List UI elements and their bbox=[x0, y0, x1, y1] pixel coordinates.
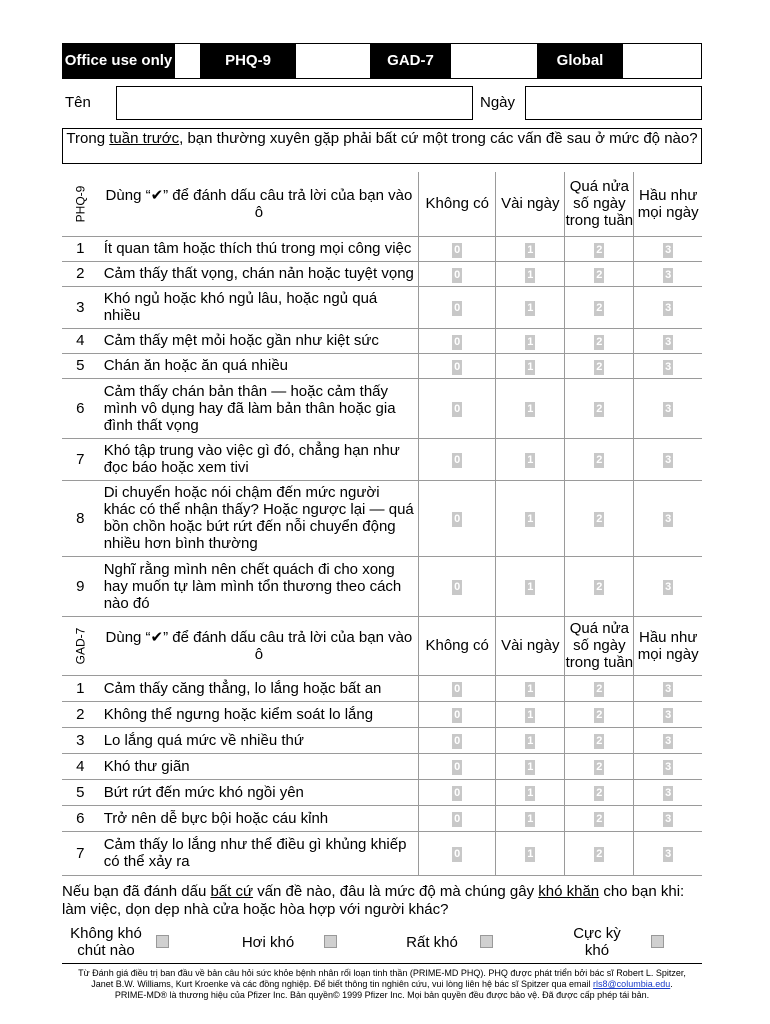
score-0-chip[interactable]: 0 bbox=[454, 268, 461, 281]
score-0-chip[interactable]: 0 bbox=[454, 761, 461, 773]
gad7-item-text: Lo lắng quá mức về nhiều thứ bbox=[99, 727, 419, 753]
phq9-item-9-option-1-cell[interactable] bbox=[496, 556, 565, 616]
score-3-chip[interactable]: 3 bbox=[665, 243, 672, 256]
score-0-chip[interactable]: 0 bbox=[454, 403, 461, 415]
gad7-item-5-option-1-cell[interactable] bbox=[496, 779, 565, 805]
score-2-chip[interactable]: 2 bbox=[596, 513, 603, 525]
phq9-item-text: Cảm thấy thất vọng, chán nản hoặc tuyệt vọng bbox=[99, 261, 419, 286]
gad7-item-5-option-0-cell[interactable] bbox=[419, 779, 496, 805]
score-1-chip[interactable]: 1 bbox=[527, 513, 534, 525]
score-0-chip[interactable]: 0 bbox=[454, 513, 461, 525]
gad7-item-number: 6 bbox=[62, 805, 99, 831]
score-1-chip[interactable]: 1 bbox=[527, 335, 534, 348]
phq9-item-text: Nghĩ rằng mình nên chết quách đi cho xong hay muốn tự làm mình tổn thương theo cách nào đó bbox=[99, 556, 419, 616]
phq9-item-6-option-0-cell[interactable] bbox=[419, 378, 496, 438]
score-3-chip[interactable]: 3 bbox=[665, 709, 672, 721]
gad7-item-row bbox=[62, 753, 702, 779]
phq9-score-label: PHQ-9 bbox=[200, 44, 295, 78]
impairment-text-u1: bất cứ bbox=[210, 883, 254, 900]
score-3-chip[interactable]: 3 bbox=[665, 513, 672, 525]
score-2-chip[interactable]: 2 bbox=[596, 709, 603, 721]
gad7-item-6-option-3-cell[interactable] bbox=[634, 805, 702, 831]
score-3-chip[interactable]: 3 bbox=[665, 268, 672, 281]
footer-citation bbox=[56, 968, 708, 1001]
gad7-item-row bbox=[62, 701, 702, 727]
score-1-chip[interactable]: 1 bbox=[527, 581, 534, 593]
date-label: Ngày bbox=[480, 94, 516, 111]
phq9-item-row bbox=[62, 353, 702, 378]
phq9-item-row bbox=[62, 438, 702, 480]
phq9-item-2-option-0-cell[interactable] bbox=[419, 261, 496, 286]
question-text-part1: Trong bbox=[66, 130, 110, 147]
phq9-table bbox=[62, 172, 702, 617]
phq9-item-text: Cảm thấy chán bản thân — hoặc cảm thấy mình vô dụng hay đã làm bản thân hoặc gia đình thất vọng bbox=[99, 378, 419, 438]
question-text-underlined: tuần trước bbox=[109, 130, 180, 147]
phq9-item-8-option-1-cell[interactable] bbox=[496, 480, 565, 556]
phq9-item-5-option-1-cell[interactable] bbox=[496, 353, 565, 378]
gad7-item-number: 1 bbox=[62, 675, 99, 701]
score-3-chip[interactable]: 3 bbox=[665, 403, 672, 415]
phq9-item-text: Ít quan tâm hoặc thích thú trong mọi công việc bbox=[99, 236, 419, 261]
score-2-chip[interactable]: 2 bbox=[596, 360, 603, 373]
footer-email-link[interactable]: rls8@columbia.edu bbox=[593, 979, 671, 989]
phq9-item-4-option-1-cell[interactable] bbox=[496, 328, 565, 353]
office-use-label: Office use only bbox=[63, 44, 174, 78]
col-header-nearly-every-day: Hầu như mọi ngày bbox=[634, 617, 702, 675]
phq9-item-2-option-1-cell[interactable] bbox=[496, 261, 565, 286]
gad7-item-3-option-1-cell[interactable] bbox=[496, 727, 565, 753]
phq9-item-5-option-2-cell[interactable] bbox=[565, 353, 634, 378]
impairment-text-1: Nếu bạn đã đánh dấu bbox=[62, 883, 211, 900]
gad7-item-4-option-1-cell[interactable] bbox=[496, 753, 565, 779]
phq9-item-6-option-1-cell[interactable] bbox=[496, 378, 565, 438]
phq9-item-text: Di chuyển hoặc nói chậm đến mức người khác có thể nhận thấy? Hoặc ngược lại — quá bồn chồn hoặc bứt rứt đến nỗi chuyển động nhiều hơn bình thường bbox=[99, 480, 419, 556]
score-1-chip[interactable]: 1 bbox=[527, 848, 534, 860]
gad7-item-text: Cảm thấy lo lắng như thể điều gì khủng khiếp có thể xảy ra bbox=[99, 831, 419, 875]
score-2-chip[interactable]: 2 bbox=[596, 268, 603, 281]
gad7-item-number: 3 bbox=[62, 727, 99, 753]
phq9-item-1-option-3-cell[interactable] bbox=[634, 236, 702, 261]
score-0-chip[interactable]: 0 bbox=[454, 302, 461, 314]
score-3-chip[interactable]: 3 bbox=[665, 454, 672, 466]
gad7-item-row bbox=[62, 805, 702, 831]
score-2-chip[interactable]: 2 bbox=[596, 813, 603, 825]
phq9-item-4-option-3-cell[interactable] bbox=[634, 328, 702, 353]
score-2-chip[interactable]: 2 bbox=[596, 787, 603, 799]
gad7-item-row bbox=[62, 727, 702, 753]
phq9-item-row bbox=[62, 236, 702, 261]
office-use-box[interactable] bbox=[174, 44, 200, 78]
gad7-item-1-option-2-cell[interactable] bbox=[565, 675, 634, 701]
footer-line-2-end: . bbox=[670, 979, 673, 989]
gad7-item-4-option-0-cell[interactable] bbox=[419, 753, 496, 779]
score-0-chip[interactable]: 0 bbox=[454, 709, 461, 721]
score-2-chip[interactable]: 2 bbox=[596, 848, 603, 860]
gad7-item-2-option-2-cell[interactable] bbox=[565, 701, 634, 727]
score-0-chip[interactable]: 0 bbox=[454, 735, 461, 747]
gad7-item-6-option-0-cell[interactable] bbox=[419, 805, 496, 831]
phq9-item-3-option-0-cell[interactable] bbox=[419, 286, 496, 328]
score-1-chip[interactable]: 1 bbox=[527, 302, 534, 314]
impairment-option-3-checkbox[interactable] bbox=[651, 935, 664, 948]
gad7-item-number: 7 bbox=[62, 831, 99, 875]
gad7-item-1-option-0-cell[interactable] bbox=[419, 675, 496, 701]
gad7-item-3-option-3-cell[interactable] bbox=[634, 727, 702, 753]
phq9-item-7-option-3-cell[interactable] bbox=[634, 438, 702, 480]
gad7-item-4-option-2-cell[interactable] bbox=[565, 753, 634, 779]
score-3-chip[interactable]: 3 bbox=[665, 360, 672, 373]
phq9-item-7-option-2-cell[interactable] bbox=[565, 438, 634, 480]
gad7-item-3-option-2-cell[interactable] bbox=[565, 727, 634, 753]
phq9-item-3-option-3-cell[interactable] bbox=[634, 286, 702, 328]
score-3-chip[interactable]: 3 bbox=[665, 683, 672, 695]
score-2-chip[interactable]: 2 bbox=[596, 302, 603, 314]
phq9-item-5-option-0-cell[interactable] bbox=[419, 353, 496, 378]
gad7-item-row bbox=[62, 779, 702, 805]
question-text-part2: , bạn thường xuyên gặp phải bất cứ một trong các vấn đề sau ở mức độ nào? bbox=[179, 130, 698, 147]
score-0-chip[interactable]: 0 bbox=[454, 683, 461, 695]
gad7-item-7-option-3-cell[interactable] bbox=[634, 831, 702, 875]
footer-line-2 bbox=[56, 979, 708, 990]
impairment-option-2-label: Rất khó bbox=[406, 934, 458, 951]
gad7-item-2-option-0-cell[interactable] bbox=[419, 701, 496, 727]
impairment-option-1-label: Hơi khó bbox=[241, 934, 295, 951]
phq9-item-3-option-2-cell[interactable] bbox=[565, 286, 634, 328]
score-1-chip[interactable]: 1 bbox=[527, 683, 534, 695]
phq9-item-1-option-1-cell[interactable] bbox=[496, 236, 565, 261]
phq9-item-text: Khó tập trung vào việc gì đó, chẳng hạn như đọc báo hoặc xem tivi bbox=[99, 438, 419, 480]
score-3-chip[interactable]: 3 bbox=[665, 761, 672, 773]
impairment-option-0-label: Không khó chút nào bbox=[70, 925, 142, 959]
phq9-item-number: 2 bbox=[62, 261, 99, 286]
score-0-chip[interactable]: 0 bbox=[454, 454, 461, 466]
score-1-chip[interactable]: 1 bbox=[527, 243, 534, 256]
gad7-item-2-option-3-cell[interactable] bbox=[634, 701, 702, 727]
gad7-item-1-option-1-cell[interactable] bbox=[496, 675, 565, 701]
score-2-chip[interactable]: 2 bbox=[596, 735, 603, 747]
score-3-chip[interactable]: 3 bbox=[665, 813, 672, 825]
score-2-chip[interactable]: 2 bbox=[596, 403, 603, 415]
score-1-chip[interactable]: 1 bbox=[527, 735, 534, 747]
phq9-item-text: Khó ngủ hoặc khó ngủ lâu, hoặc ngủ quá nhiều bbox=[99, 286, 419, 328]
score-0-chip[interactable]: 0 bbox=[454, 243, 461, 256]
gad7-item-7-option-0-cell[interactable] bbox=[419, 831, 496, 875]
score-2-chip[interactable]: 2 bbox=[596, 683, 603, 695]
score-2-chip[interactable]: 2 bbox=[596, 454, 603, 466]
footer-line-3: PRIME-MD® là thương hiệu của Pfizer Inc. Bản quyền© 1999 Pfizer Inc. Mọi bản quyền đều được bảo vệ. Đã được cấp phép tái bản. bbox=[114, 990, 650, 1000]
gad7-vertical-label: GAD-7 bbox=[73, 627, 88, 665]
name-label: Tên bbox=[65, 94, 91, 111]
gad7-item-6-option-1-cell[interactable] bbox=[496, 805, 565, 831]
gad7-score-label: GAD-7 bbox=[370, 44, 450, 78]
phq9-item-2-option-3-cell[interactable] bbox=[634, 261, 702, 286]
phq9-vertical-label: PHQ-9 bbox=[73, 185, 88, 223]
impairment-question bbox=[62, 883, 702, 919]
phq9-item-3-option-1-cell[interactable] bbox=[496, 286, 565, 328]
global-score-label: Global bbox=[537, 44, 622, 78]
phq9-item-number: 5 bbox=[62, 353, 99, 378]
score-3-chip[interactable]: 3 bbox=[665, 787, 672, 799]
date-field[interactable] bbox=[525, 86, 702, 120]
gad7-item-1-option-3-cell[interactable] bbox=[634, 675, 702, 701]
gad7-header-row bbox=[62, 617, 702, 675]
gad7-item-row bbox=[62, 675, 702, 701]
name-field[interactable] bbox=[116, 86, 473, 120]
phq9-item-number: 3 bbox=[62, 286, 99, 328]
gad7-item-4-option-3-cell[interactable] bbox=[634, 753, 702, 779]
phq9-item-number: 4 bbox=[62, 328, 99, 353]
phq9-item-row bbox=[62, 261, 702, 286]
col-header-not-at-all: Không có bbox=[419, 172, 496, 236]
score-3-chip[interactable]: 3 bbox=[665, 735, 672, 747]
score-0-chip[interactable]: 0 bbox=[454, 581, 461, 593]
phq9-item-1-option-0-cell[interactable] bbox=[419, 236, 496, 261]
impairment-text-3: cho bạn khi: làm việc, dọn dẹp nhà cửa hoặc hòa hợp với người khác? bbox=[62, 883, 685, 918]
impairment-text-u2: khó khăn bbox=[538, 883, 600, 900]
question-prompt bbox=[62, 128, 702, 164]
phq9-item-2-option-2-cell[interactable] bbox=[565, 261, 634, 286]
phq9-item-8-option-0-cell[interactable] bbox=[419, 480, 496, 556]
footer-line-2-text: Janet B.W. Williams, Kurt Kroenke và các đồng nghiệp. Để biết thông tin nghiên cứu, vui lòng liên hệ bác sĩ Spitzer qua email bbox=[91, 979, 594, 989]
gad7-item-text: Cảm thấy căng thẳng, lo lắng hoặc bất an bbox=[99, 675, 419, 701]
phq9-score-box[interactable] bbox=[295, 44, 370, 78]
phq9-vertical-cell bbox=[62, 172, 99, 236]
col-header-more-than-half: Quá nửa số ngày trong tuần bbox=[565, 617, 634, 675]
name-date-row bbox=[62, 86, 702, 120]
score-1-chip[interactable]: 1 bbox=[527, 709, 534, 721]
phq9-item-1-option-2-cell[interactable] bbox=[565, 236, 634, 261]
gad7-item-5-option-3-cell[interactable] bbox=[634, 779, 702, 805]
phq9-item-number: 8 bbox=[62, 480, 99, 556]
score-2-chip[interactable]: 2 bbox=[596, 335, 603, 348]
phq9-item-number: 9 bbox=[62, 556, 99, 616]
col-header-several-days: Vài ngày bbox=[496, 172, 565, 236]
gad7-table bbox=[62, 617, 702, 876]
score-2-chip[interactable]: 2 bbox=[596, 243, 603, 256]
phq9-item-row bbox=[62, 378, 702, 438]
phq9-item-4-option-2-cell[interactable] bbox=[565, 328, 634, 353]
phq9-item-number: 1 bbox=[62, 236, 99, 261]
score-1-chip[interactable]: 1 bbox=[527, 268, 534, 281]
score-3-chip[interactable]: 3 bbox=[665, 335, 672, 348]
gad7-vertical-cell bbox=[62, 617, 99, 675]
gad7-item-6-option-2-cell[interactable] bbox=[565, 805, 634, 831]
phq9-header-row bbox=[62, 172, 702, 236]
score-0-chip[interactable]: 0 bbox=[454, 787, 461, 799]
phq9-item-row bbox=[62, 556, 702, 616]
gad7-item-text: Khó thư giãn bbox=[99, 753, 419, 779]
phq9-item-row bbox=[62, 480, 702, 556]
score-0-chip[interactable]: 0 bbox=[454, 813, 461, 825]
phq9-item-7-option-0-cell[interactable] bbox=[419, 438, 496, 480]
phq9-item-text: Cảm thấy mệt mỏi hoặc gần như kiệt sức bbox=[99, 328, 419, 353]
gad7-item-text: Trở nên dễ bực bội hoặc cáu kỉnh bbox=[99, 805, 419, 831]
score-1-chip[interactable]: 1 bbox=[527, 787, 534, 799]
score-1-chip[interactable]: 1 bbox=[527, 454, 534, 466]
gad7-item-7-option-1-cell[interactable] bbox=[496, 831, 565, 875]
gad7-item-text: Không thể ngưng hoặc kiểm soát lo lắng bbox=[99, 701, 419, 727]
gad7-item-number: 4 bbox=[62, 753, 99, 779]
score-1-chip[interactable]: 1 bbox=[527, 403, 534, 415]
score-3-chip[interactable]: 3 bbox=[665, 581, 672, 593]
impairment-option-0-checkbox[interactable] bbox=[156, 935, 169, 948]
phq9-instruction: Dùng “✔” để đánh dấu câu trả lời của bạn vào ô bbox=[99, 172, 419, 236]
score-2-chip[interactable]: 2 bbox=[596, 581, 603, 593]
impairment-option-1-checkbox[interactable] bbox=[324, 935, 337, 948]
score-1-chip[interactable]: 1 bbox=[527, 761, 534, 773]
gad7-item-7-option-2-cell[interactable] bbox=[565, 831, 634, 875]
global-score-box[interactable] bbox=[622, 44, 701, 78]
office-use-bar bbox=[62, 43, 702, 79]
score-3-chip[interactable]: 3 bbox=[665, 302, 672, 314]
score-0-chip[interactable]: 0 bbox=[454, 848, 461, 860]
score-1-chip[interactable]: 1 bbox=[527, 360, 534, 373]
score-2-chip[interactable]: 2 bbox=[596, 761, 603, 773]
gad7-item-3-option-0-cell[interactable] bbox=[419, 727, 496, 753]
gad7-item-5-option-2-cell[interactable] bbox=[565, 779, 634, 805]
phq9-item-number: 7 bbox=[62, 438, 99, 480]
phq9-item-9-option-3-cell[interactable] bbox=[634, 556, 702, 616]
phq9-item-6-option-2-cell[interactable] bbox=[565, 378, 634, 438]
footer-divider bbox=[62, 963, 702, 964]
col-header-more-than-half: Quá nửa số ngày trong tuần bbox=[565, 172, 634, 236]
phq9-item-row bbox=[62, 286, 702, 328]
gad7-item-number: 5 bbox=[62, 779, 99, 805]
impairment-text-2: vấn đề nào, đâu là mức độ mà chúng gây bbox=[253, 883, 539, 900]
phq9-item-number: 6 bbox=[62, 378, 99, 438]
score-0-chip[interactable]: 0 bbox=[454, 335, 461, 348]
gad7-item-text: Bứt rứt đến mức khó ngồi yên bbox=[99, 779, 419, 805]
phq9-item-6-option-3-cell[interactable] bbox=[634, 378, 702, 438]
phq9-item-7-option-1-cell[interactable] bbox=[496, 438, 565, 480]
phq9-item-row bbox=[62, 328, 702, 353]
phq9-item-text: Chán ăn hoặc ăn quá nhiều bbox=[99, 353, 419, 378]
gad7-instruction: Dùng “✔” để đánh dấu câu trả lời của bạn vào ô bbox=[99, 617, 419, 675]
score-0-chip[interactable]: 0 bbox=[454, 360, 461, 373]
gad7-item-number: 2 bbox=[62, 701, 99, 727]
gad7-score-box[interactable] bbox=[450, 44, 537, 78]
col-header-several-days: Vài ngày bbox=[496, 617, 565, 675]
score-3-chip[interactable]: 3 bbox=[665, 848, 672, 860]
impairment-options bbox=[62, 923, 702, 959]
score-1-chip[interactable]: 1 bbox=[527, 813, 534, 825]
phq9-item-9-option-2-cell[interactable] bbox=[565, 556, 634, 616]
impairment-option-3-label: Cực kỳ khó bbox=[573, 925, 621, 959]
col-header-nearly-every-day: Hầu như mọi ngày bbox=[634, 172, 702, 236]
col-header-not-at-all: Không có bbox=[419, 617, 496, 675]
gad7-item-2-option-1-cell[interactable] bbox=[496, 701, 565, 727]
footer-line-1: Từ Đánh giá điều trị ban đầu về bản câu hỏi sức khỏe bệnh nhân rối loạn tinh thần (PRIME-MD PHQ). PHQ được phát triển bởi bác sĩ Robert L. Spitzer, bbox=[78, 968, 686, 978]
phq9-item-4-option-0-cell[interactable] bbox=[419, 328, 496, 353]
phq9-item-8-option-2-cell[interactable] bbox=[565, 480, 634, 556]
phq9-item-5-option-3-cell[interactable] bbox=[634, 353, 702, 378]
phq9-item-9-option-0-cell[interactable] bbox=[419, 556, 496, 616]
gad7-item-row bbox=[62, 831, 702, 875]
impairment-option-2-checkbox[interactable] bbox=[480, 935, 493, 948]
phq9-item-8-option-3-cell[interactable] bbox=[634, 480, 702, 556]
